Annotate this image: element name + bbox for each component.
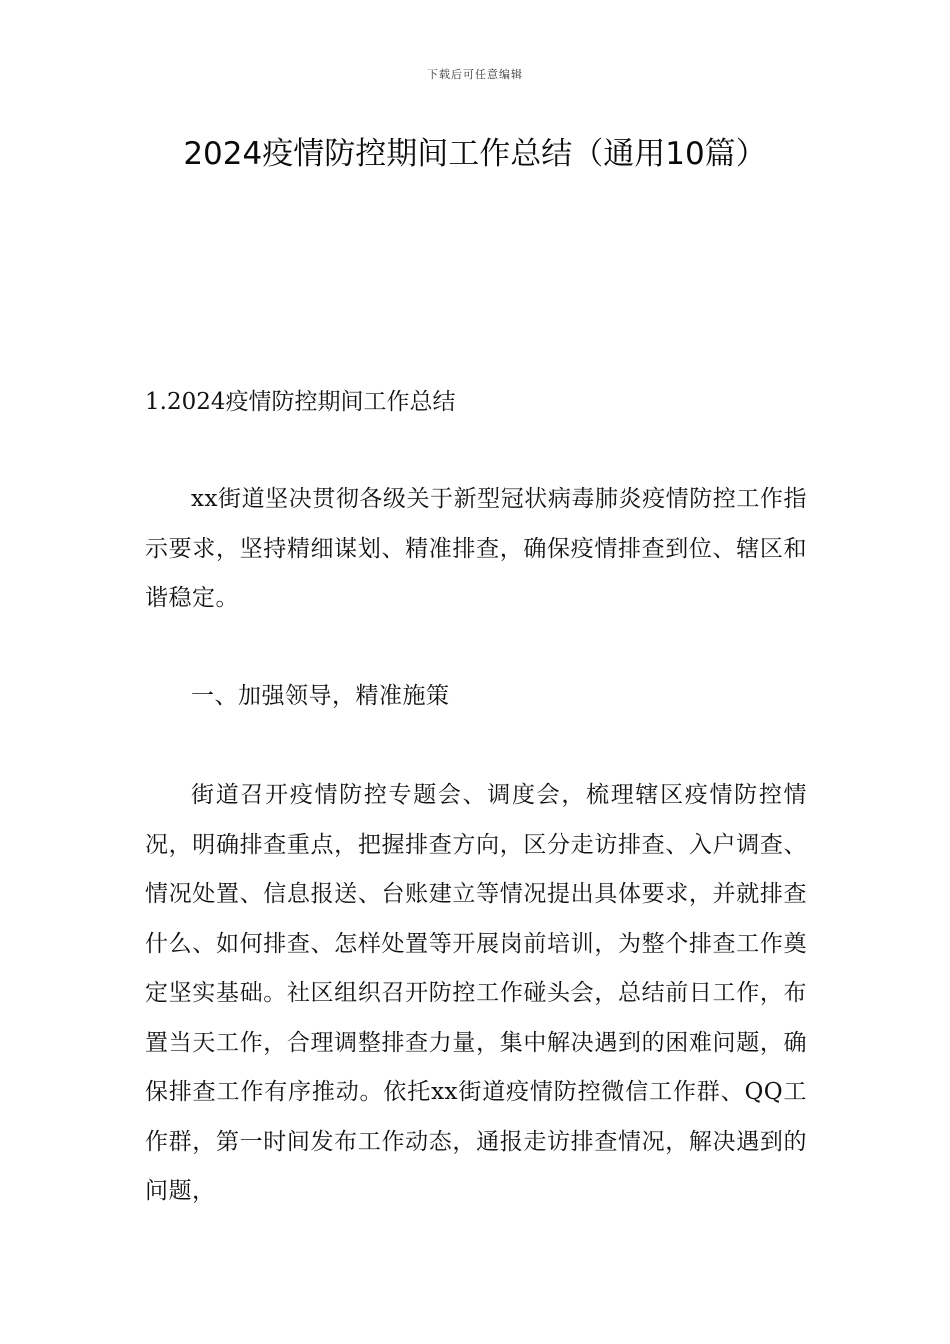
header-note: 下载后可任意编辑 — [427, 68, 523, 81]
section-heading: 1.2024疫情防控期间工作总结 — [145, 389, 456, 415]
paragraph-intro: xx街道坚决贯彻各级关于新型冠状病毒肺炎疫情防控工作指示要求，坚持精细谋划、精准排查，确保疫情排查到位、辖区和谐稳定。 — [145, 486, 807, 611]
paragraph-body: 街道召开疫情防控专题会、调度会，梳理辖区疫情防控情况，明确排查重点，把握排查方向，区分走访排查、入户调查、情况处置、信息报送、台账建立等情况提出具体要求，并就排查什么、如何排查、怎样处置等开展岗前培训，为整个排查工作奠定坚实基础。社区组织召开防控工作碰头会，总结前日工作，布置当天工作，合理调整排查力量，集中解决遇到的困难问题，确保排查工作有序推动。依托xx街道疫情防控微信工作群、QQ工作群，第一时间发布工作动态，通报走访排查情况，解决遇到的问题， — [145, 782, 807, 1204]
paragraph-subheading: 一、加强领导，精准施策 — [191, 683, 450, 709]
document-title: 2024疫情防控期间工作总结（通用10篇） — [183, 136, 767, 172]
